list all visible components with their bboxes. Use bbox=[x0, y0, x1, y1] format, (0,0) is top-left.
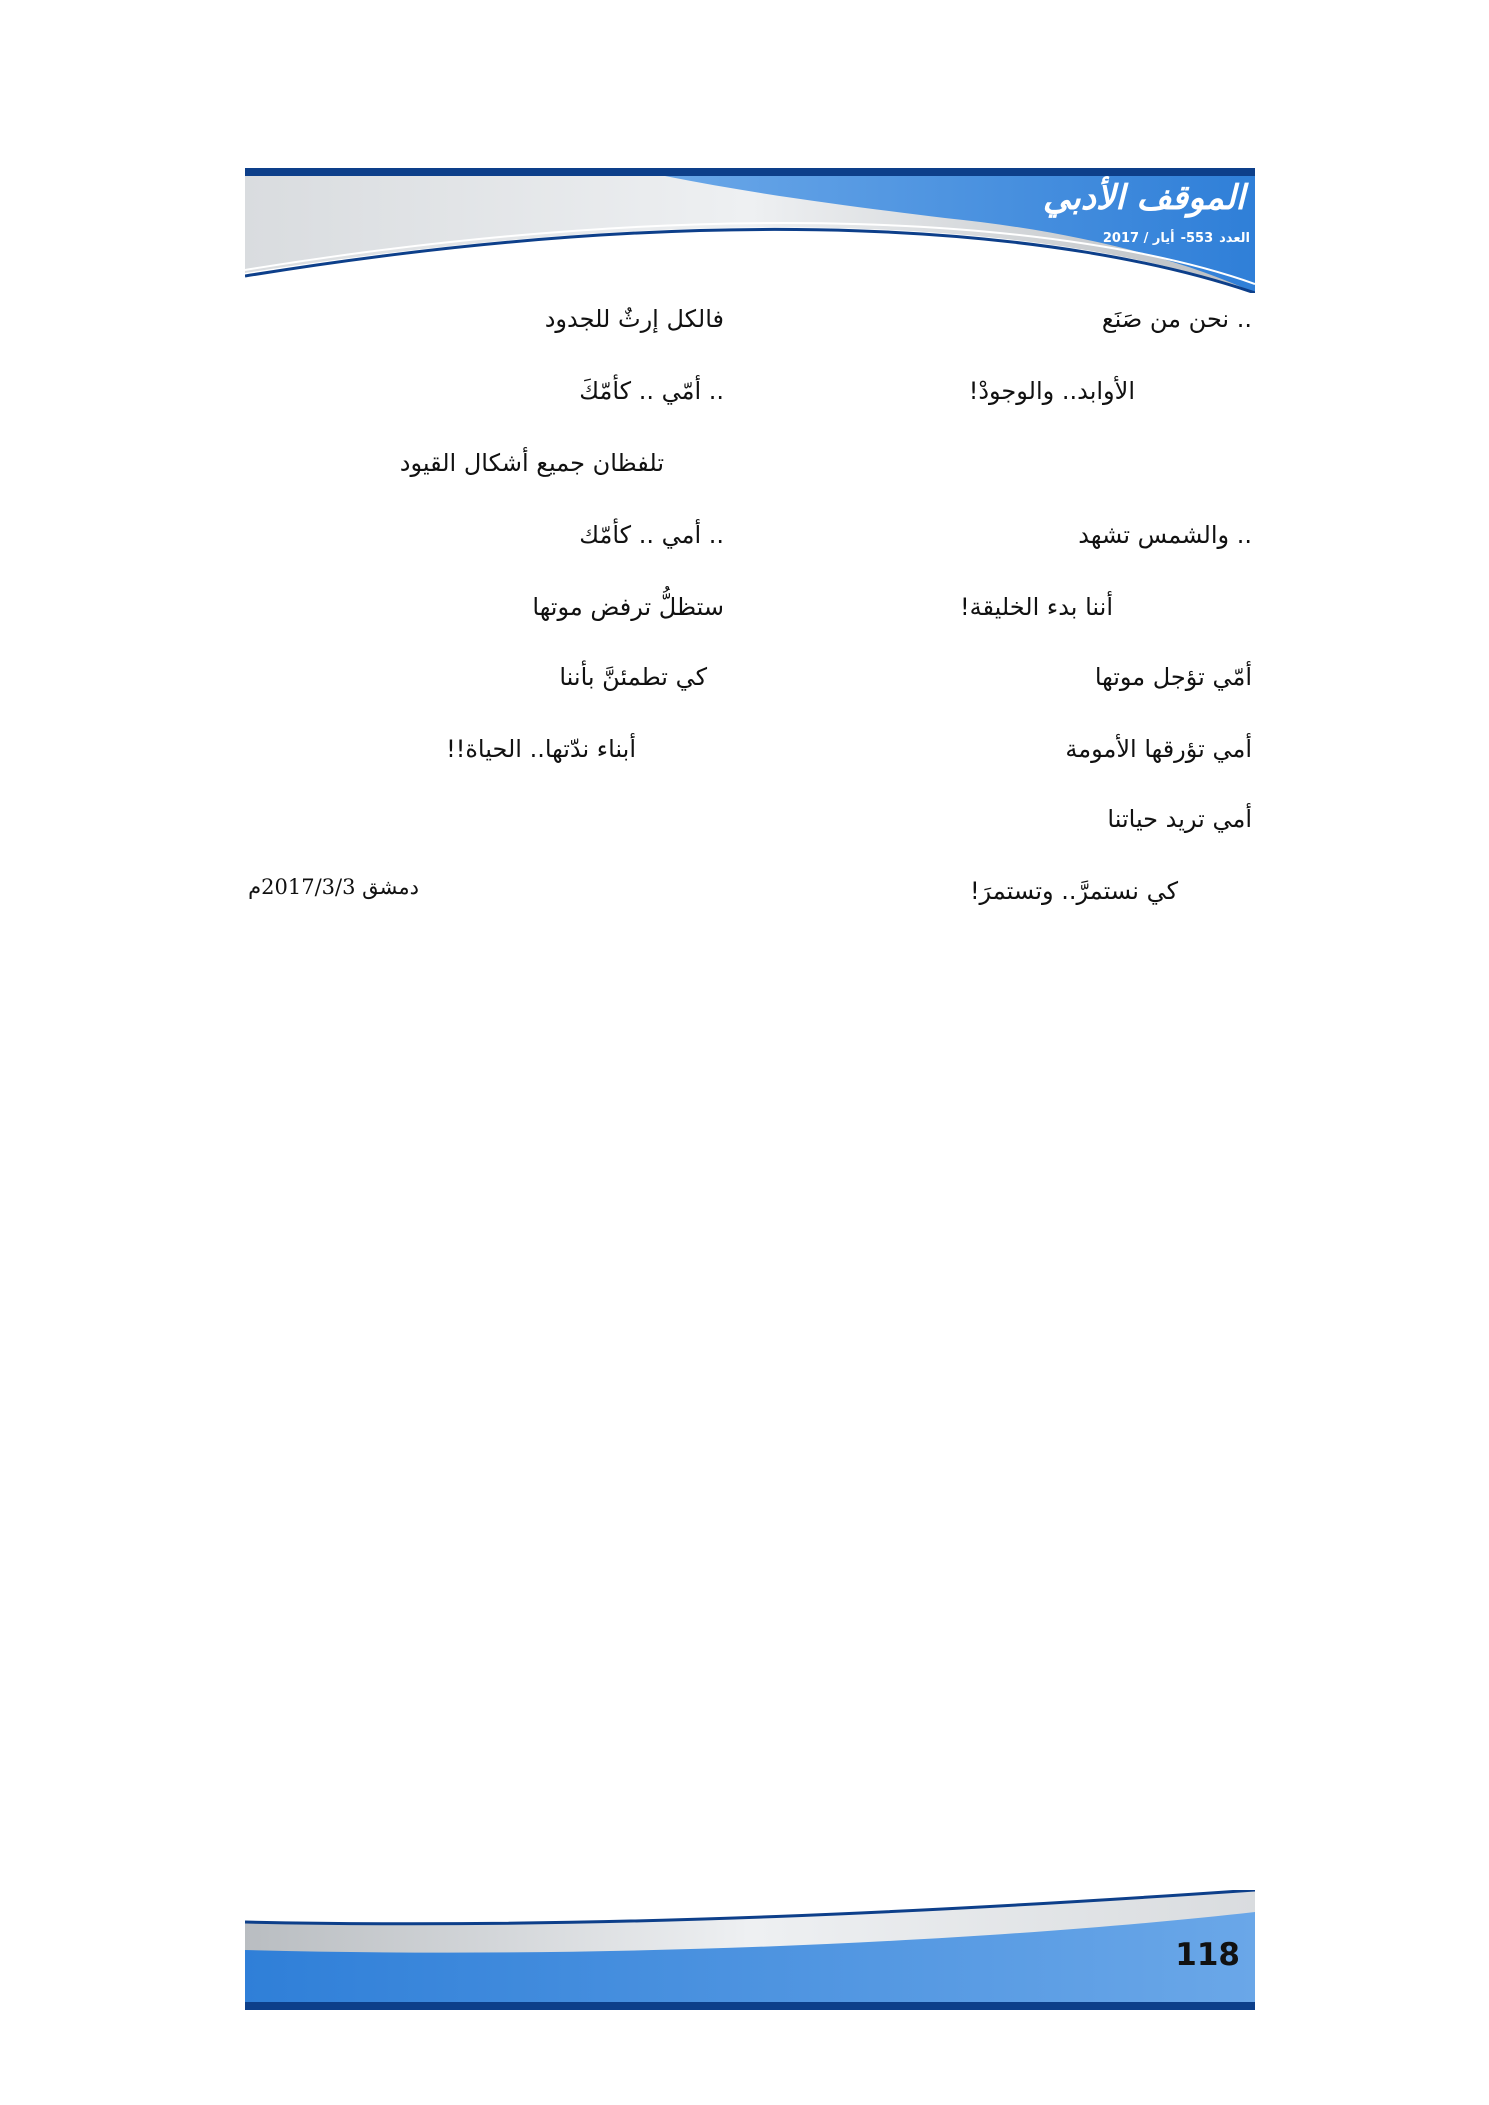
masthead-logo: الموقف الأدبي bbox=[1042, 178, 1245, 218]
poem-line: ستظلُّ ترفض موتها bbox=[532, 593, 724, 621]
poem-line: .. أمّي .. كأمّكَ bbox=[579, 377, 724, 405]
dateline: دمشق 2017/3/3م bbox=[248, 875, 419, 899]
poem-line: أمّي تؤجل موتها bbox=[1094, 663, 1252, 691]
poem-line: تلفظان جميع أشكال القيود bbox=[399, 449, 664, 477]
poem-line: .. نحن من صَنَع bbox=[1101, 305, 1252, 333]
issue-label: العدد bbox=[1219, 231, 1250, 246]
poem-line: .. والشمس تشهد bbox=[1078, 521, 1252, 549]
issue-date: أيار / 2017 bbox=[1102, 231, 1175, 246]
poem-line: كي نستمرَّ.. وتستمرَ! bbox=[969, 877, 1178, 905]
poem-line: الأوابد.. والوجودْ! bbox=[968, 377, 1135, 405]
footer-band bbox=[245, 1890, 1255, 2010]
page-number: 118 bbox=[1175, 1937, 1240, 1973]
poem-line: .. أمي .. كأمّك bbox=[579, 521, 724, 549]
poem-line: فالكل إرثٌ للجدود bbox=[544, 305, 724, 333]
issue-number: 553- bbox=[1180, 231, 1214, 246]
poem-line: أمي تؤرقها الأمومة bbox=[1065, 735, 1252, 763]
issue-line bbox=[1080, 228, 1250, 250]
poem-line: أبناء ندّتها.. الحياة!! bbox=[446, 735, 636, 763]
poem-line: كي تطمئنَّ بأننا bbox=[559, 663, 707, 691]
poem-line: أننا بدء الخليقة! bbox=[959, 593, 1113, 621]
poem-line: أمي تريد حياتنا bbox=[1107, 805, 1252, 833]
